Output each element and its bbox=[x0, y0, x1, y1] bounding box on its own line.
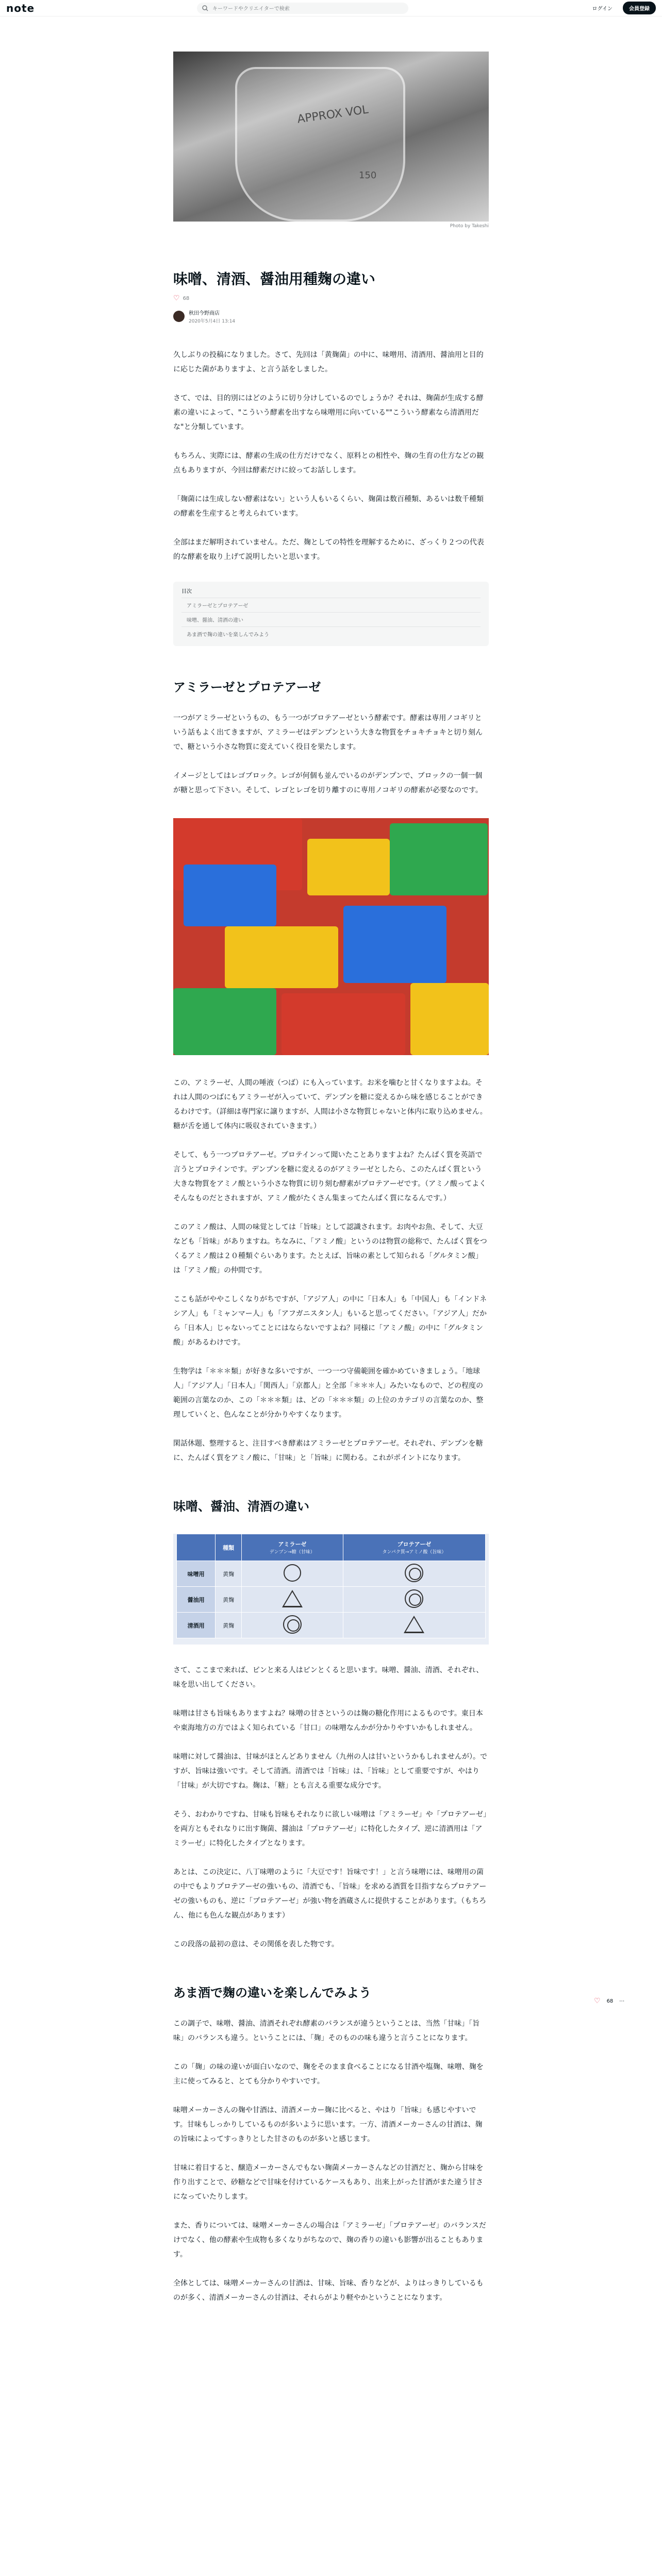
flask-number: 150 bbox=[359, 170, 377, 181]
toc-item[interactable]: アミラーゼとプロテアーゼ bbox=[181, 598, 481, 612]
side-like-count: 68 bbox=[606, 1998, 614, 2004]
section-heading: アミラーゼとプロテアーゼ bbox=[173, 680, 321, 695]
double-circle-icon bbox=[405, 1564, 423, 1582]
flask-shape bbox=[235, 67, 405, 222]
protease-mark bbox=[343, 1613, 485, 1638]
lego-brick bbox=[184, 865, 276, 926]
amylase-label: アミラーゼ bbox=[278, 1541, 307, 1548]
paragraph: 味噌は甘さも旨味もありますよね？味噌の甘さというのは麹の糖化作用によるものです。東日本や東海地方の方ではよく知られている「甘口」の味噌なんかが分かりやすいかもしれません。 bbox=[173, 1709, 483, 1733]
amylase-mark bbox=[242, 1613, 343, 1638]
like-count: 68 bbox=[183, 295, 190, 301]
like-meta bbox=[173, 294, 489, 302]
paragraph: ここも話がややこしくなりがちですが、「アジア人」の中に「日本人」も「中国人」も「インドネシア人」も「ミャンマー人」も「アフガニスタン人」もいると思ってください。「アジア人」だから「日本人」じゃないってことにはならないですよね？同様に「アミノ酸」の中に「グルタミン酸」があるわけです。 bbox=[173, 1295, 487, 1347]
comparison-table-image bbox=[173, 1534, 489, 1645]
search-icon bbox=[202, 5, 208, 11]
search-input[interactable] bbox=[197, 3, 408, 14]
paragraph: また、香りについては、味噌メーカーさんの場合は「アミラーゼ」「プロテアーゼ」のバランスだけでなく、他の酵素や生成物も多くなりがちなので、麹の香りの違いも影響が出ることもあります。 bbox=[173, 2221, 487, 2259]
lego-brick bbox=[390, 823, 488, 895]
row-type: 黄麹 bbox=[216, 1587, 242, 1613]
lego-brick bbox=[343, 906, 446, 983]
paragraph: 久しぶりの投稿になりました。さて、先回は「黄麹菌」の中に、味噌用、清酒用、醤油用と目的に応じた菌がありますよ、と言う話をしました。 bbox=[173, 351, 484, 374]
triangle-icon bbox=[404, 1616, 424, 1633]
publish-date: 2020年5月4日 13:14 bbox=[189, 319, 236, 325]
toc-heading[interactable]: 目次 bbox=[181, 589, 192, 595]
toc-item[interactable]: 味噌、醤油、清酒の違い bbox=[181, 612, 481, 626]
protease-mark bbox=[343, 1561, 485, 1587]
paragraph: 一つがアミラーゼというもの、もう一つがプロテアーゼという酵素です。酵素は専用ノコギリという話もよく出てきますが、アミラーゼはデンプンという大きな物質をチョキチョキと切り刻んで、糖という小さな物質に変えていく役目を果たします。 bbox=[173, 714, 483, 751]
row-name: 清酒用 bbox=[177, 1613, 216, 1638]
floating-actions bbox=[594, 1997, 624, 2005]
table-header-blank bbox=[177, 1534, 216, 1561]
paragraph: 味噌に対して醤油は、甘味がほとんどありません（九州の人は甘いというかもしれませんが）。ですが、旨味は強いです。そして清酒。清酒では「旨味」は、「旨味」として重要ですが、やはり「甘味」が大切ですね。麹は、「糖」とも言える重要な成分です。 bbox=[173, 1753, 487, 1790]
triangle-icon bbox=[282, 1590, 303, 1607]
section-heading: 味噌、醤油、清酒の違い bbox=[173, 1499, 309, 1514]
row-type: 黄麹 bbox=[216, 1613, 242, 1638]
lego-brick bbox=[282, 993, 405, 1055]
more-icon[interactable]: ⋯ bbox=[619, 1998, 625, 2004]
photo-credit[interactable]: Photo by Takeshi bbox=[450, 224, 489, 229]
paragraph: この調子で、味噌、醤油、清酒それぞれ酵素のバランスが違うということは、当然「甘味」「旨味」のバランスも違う。ということには、「麹」そのものの味も違うと言うことになります。 bbox=[173, 2019, 480, 2042]
paragraph: さて、ここまで来れば、ピンと来る人はピンとくると思います。味噌、醤油、清酒、それぞれ、味を思い出してください。 bbox=[173, 1666, 484, 1689]
double-circle-icon bbox=[405, 1589, 423, 1608]
double-circle-icon bbox=[283, 1615, 302, 1634]
paragraph: 生物学は「＊＊＊類」が好きな多いですが、一つ一つ守備範囲を確かめていきましょう。「地球人」「アジア人」「日本人」「関西人」「京都人」と全部「＊＊＊人」みたいなもので、どの程度の範囲の言葉なのか、この「＊＊＊類」は、どの「＊＊＊類」の上位のカテゴリの言葉なのか、整理していくと、色んなことが分かりやすくなります。 bbox=[173, 1367, 484, 1419]
paragraph: 「麹菌には生成しない酵素はない」という人もいるくらい、麹菌は数百種類、あるいは数千種類の酵素を生産すると考えられています。 bbox=[173, 495, 484, 518]
heart-icon[interactable]: ♡ bbox=[594, 1997, 601, 2005]
row-name: 醤油用 bbox=[177, 1587, 216, 1613]
signup-button[interactable]: 会員登録 bbox=[623, 2, 656, 14]
toc-item[interactable]: あま酒で麹の違いを楽しんでみよう bbox=[181, 626, 481, 641]
paragraph: さて、では、目的別にはどのように切り分けしているのでしょうか？それは、麹菌が生成する酵素の違いによって、"こういう酵素を出すなら味噌用に向いている""こういう酵素なら清酒用だな"と分類しています。 bbox=[173, 394, 484, 432]
article-title: 味噌、清酒、醤油用種麹の違い bbox=[173, 270, 376, 287]
paragraph: イメージとしてはレゴブロック。レゴが何個も並んでいるのがデンプンで、ブロックの一個一個が糖と思って下さい。そして、レゴとレゴを切り離すのに専用ノコギリの酵素が必要なのです。 bbox=[173, 771, 483, 794]
table-row bbox=[177, 1587, 486, 1613]
table-of-contents bbox=[173, 582, 489, 646]
lego-image bbox=[173, 818, 489, 1055]
protease-label: プロテアーゼ bbox=[397, 1541, 432, 1548]
comparison-table bbox=[176, 1534, 486, 1638]
lego-brick bbox=[410, 983, 489, 1055]
paragraph: そして、もう一つプロテアーゼ。プロテインって聞いたことありますよね？たんぱく質を英語で言うとプロテインです。デンプンを糖に変えるのがアミラーゼとしたら、このたんぱく質という大きな物質をアミノ酸という小さな物質に切り刻む酵素がプロテアーゼです。（アミノ酸ってよくそんなものだとされますが、アミノ酸がたくさん集まってたんぱく質になるんです。） bbox=[173, 1150, 487, 1202]
paragraph: もちろん、実際には、酵素の生成の仕方だけでなく、原料との相性や、麹の生育の仕方などの観点もありますが、今回は酵素だけに絞ってお話しします。 bbox=[173, 452, 484, 475]
author-block[interactable] bbox=[173, 309, 489, 324]
paragraph: この「麹」の味の違いが面白いなので、麹をそのまま食べることになる甘酒や塩麹、味噌、麹を主に使ってみると、とても分かりやすいです。 bbox=[173, 2062, 484, 2086]
lego-brick bbox=[225, 926, 338, 988]
paragraph: 味噌メーカーさんの麹や甘酒は、清酒メーカー麹に比べると、やはり「旨味」も感じやすいです。甘味もしっかりしているものが多いように思います。一方、清酒メーカーさんの甘酒は、麹の旨味によってすっきりとした甘さのものが多いと感じます。 bbox=[173, 2106, 483, 2143]
circle-icon bbox=[284, 1564, 301, 1582]
protease-mark bbox=[343, 1587, 485, 1613]
section-heading: あま酒で麹の違いを楽しんでみよう bbox=[173, 1986, 371, 2001]
lego-brick bbox=[173, 988, 276, 1055]
search-placeholder: キーワードやクリエイターで検索 bbox=[212, 6, 290, 12]
paragraph: この、アミラーゼ、人間の唾液（つば）にも入っています。お米を噛むと甘くなりますよね。それは人間のつばにもアミラーゼが入っていて、デンプンを糖に変えるから味を感じることができるわけです。（詳細は専門家に譲りますが、人間は小さな物質じゃないと体内に取り込めません。糖が舌を通して体内に吸収されていきます。） bbox=[173, 1078, 487, 1130]
paragraph: この段落の最初の意は、その関係を表した物です。 bbox=[173, 1940, 339, 1949]
paragraph: あとは、この決定に、八丁味噌のように「大豆です！旨味です！」と言う味噌には、味噌用の菌の中でもよりプロテアーゼの強いもの、清酒でも、「旨味」を求める酒質を目指すならプロテアーゼの強いものも、逆に「プロテアーゼ」が強い物を酒蔵さんに提供することがあります。（もちろん、他にも色んな観点があります） bbox=[173, 1868, 487, 1920]
login-button[interactable]: ログイン bbox=[592, 6, 613, 12]
paragraph: 甘味に着目すると、醸造メーカーさんでもない麹菌メーカーさんなどの甘酒だと、麹から甘味を作り出すことで、砂糖などで甘味を付けているケースもあり、出来上がった甘酒がまた違う甘さになっていたりします。 bbox=[173, 2163, 484, 2201]
top-header bbox=[0, 0, 662, 16]
table-header-type: 種類 bbox=[216, 1534, 242, 1561]
protease-sub: タンパク質→アミノ酸（旨味） bbox=[382, 1550, 446, 1555]
paragraph: 全体としては、味噌メーカーさんの甘酒は、甘味、旨味、香りなどが、よりはっきりしているものが多く、清酒メーカーさんの甘酒は、それらがより軽やかということになります。 bbox=[173, 2279, 484, 2302]
row-type: 黄麹 bbox=[216, 1561, 242, 1587]
avatar[interactable] bbox=[173, 311, 185, 322]
row-name: 味噌用 bbox=[177, 1561, 216, 1587]
paragraph: 閑話休題、整理すると、注目すべき酵素はアミラーゼとプロテアーゼ。それぞれ、デンプンを糖に、たんぱく質をアミノ酸に、「甘味」と「旨味」に関わる。これがポイントになります。 bbox=[173, 1439, 483, 1462]
amylase-mark bbox=[242, 1561, 343, 1587]
amylase-mark bbox=[242, 1587, 343, 1613]
article bbox=[173, 52, 489, 2305]
table-header-amylase bbox=[242, 1534, 343, 1561]
author-name[interactable]: 秋田今野商店 bbox=[189, 311, 220, 317]
hero-image bbox=[173, 52, 489, 222]
paragraph: そう、おわかりですね、甘味も旨味もそれなりに欲しい味噌は「アミラーゼ」や「プロテアーゼ」を両方ともそれなりに出す麹菌、醤油は「プロテアーゼ」に特化したタイプ、逆に清酒用は「アミラーゼ」に特化したタイプとなります。 bbox=[173, 1810, 487, 1848]
table-row bbox=[177, 1613, 486, 1638]
flask-text: APPROX VOL bbox=[296, 103, 370, 126]
paragraph: このアミノ酸は、人間の味覚としては「旨味」として認識されます。お肉やお魚、そして、大豆なども「旨味」がありますね。ちなみに、「アミノ酸」というのは物質の総称で、たんぱく質をつくるアミノ酸は２０種類ぐらいあります。たとえば、旨味の素として知られる「グルタミン酸」は「アミノ酸」の仲間です。 bbox=[173, 1223, 487, 1275]
amylase-sub: デンプン→糖（甘味） bbox=[269, 1550, 315, 1555]
note-logo[interactable]: note bbox=[6, 2, 35, 14]
paragraph: 全部はまだ解明されていません。ただ、麹としての特性を理解するために、ざっくり２つの代表的な酵素を取り上げて説明したいと思います。 bbox=[173, 538, 484, 562]
table-row bbox=[177, 1561, 486, 1587]
table-header-protease bbox=[343, 1534, 485, 1561]
lego-brick bbox=[307, 839, 390, 895]
heart-icon[interactable]: ♡ bbox=[173, 294, 180, 303]
